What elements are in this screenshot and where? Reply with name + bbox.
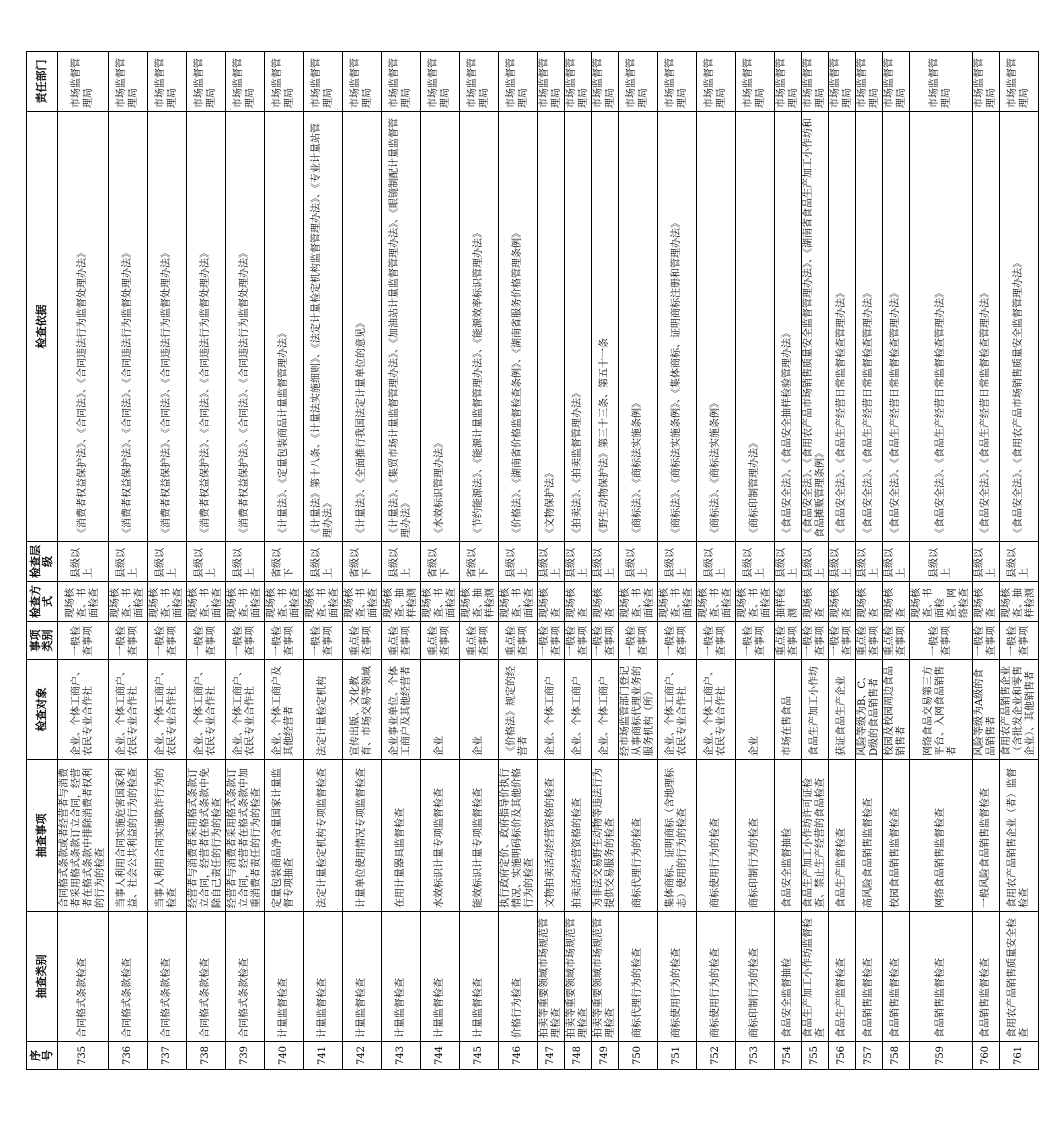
cell-method: 现场核查、书面检查 <box>226 582 265 622</box>
cell-method: 现场核查 <box>883 582 910 622</box>
cell-level: 县级以上 <box>187 542 226 582</box>
cell-dept: 市场监督管理局 <box>658 52 697 112</box>
cell-item: 经营者与消费者采用格式条款订立合同，经营者在格式条款中加重消费者责任的行为的检查 <box>226 760 265 912</box>
cell-type: 重点检查事项 <box>460 622 499 660</box>
cell-object: 企业 <box>736 660 775 760</box>
cell-dept: 市场监督管理局 <box>697 52 736 112</box>
cell-dept: 市场监督管理局 <box>829 52 856 112</box>
cell-category: 计量监督检查 <box>382 912 421 1042</box>
header-type: 事项类别 <box>27 622 58 660</box>
cell-type: 一般检查事项 <box>802 622 829 660</box>
cell-item: 拍卖活动经营资格的检查 <box>565 760 592 912</box>
table-row <box>973 52 1000 1070</box>
cell-level: 县级以上 <box>883 542 910 582</box>
cell-level: 县级以上 <box>109 542 148 582</box>
cell-category: 商标代理行为的检查 <box>619 912 658 1042</box>
cell-level: 县级以上 <box>148 542 187 582</box>
cell-category: 合同格式条款检查 <box>187 912 226 1042</box>
cell-category: 食品安全监督抽检 <box>775 912 802 1042</box>
cell-method: 现场核查、书面检查 <box>304 582 343 622</box>
cell-seq: 735 <box>58 1042 109 1070</box>
cell-object: 企业、个体工商户、农民专业合作社 <box>658 660 697 760</box>
cell-type: 一般检查事项 <box>226 622 265 660</box>
cell-level: 县级以上 <box>382 542 421 582</box>
cell-seq: 750 <box>619 1042 658 1070</box>
table-row <box>382 52 421 1070</box>
cell-dept: 市场监督管理局 <box>910 52 973 112</box>
cell-dept: 市场监督管理局 <box>382 52 421 112</box>
cell-method: 现场核查、书面检查 <box>619 582 658 622</box>
cell-method: 现场核查、书面检查 <box>499 582 538 622</box>
cell-seq: 746 <box>499 1042 538 1070</box>
cell-object: 企业、个体工商户 <box>538 660 565 760</box>
cell-item: 集体商标、证明商标（含地理标志）使用的行为的检查 <box>658 760 697 912</box>
cell-dept: 市场监督管理局 <box>565 52 592 112</box>
cell-level: 县级以上 <box>565 542 592 582</box>
cell-type: 一般检查事项 <box>109 622 148 660</box>
cell-item: 计量单位使用情况专项监督检查 <box>343 760 382 912</box>
cell-dept: 市场监督管理局 <box>460 52 499 112</box>
cell-type: 重点检查事项 <box>499 622 538 660</box>
cell-seq: 740 <box>265 1042 304 1070</box>
cell-dept: 市场监督管理局 <box>736 52 775 112</box>
cell-type: 重点检查事项 <box>382 622 421 660</box>
cell-item: 当事人利用合同实施危害国家利益、社会公共利益的行为的检查 <box>109 760 148 912</box>
cell-seq: 761 <box>1000 1042 1039 1070</box>
cell-method: 现场核查、书面检查 <box>421 582 460 622</box>
cell-level: 县级以上 <box>775 542 802 582</box>
cell-category: 合同格式条款检查 <box>58 912 109 1042</box>
cell-category: 商标印制行为的检查 <box>736 912 775 1042</box>
cell-object: 市场在售食品 <box>775 660 802 760</box>
cell-object: 食品生产加工小作坊 <box>802 660 829 760</box>
cell-item: 食用农产品销售企业（者）监督检查 <box>1000 760 1039 912</box>
cell-category: 食品销售监督检查 <box>910 912 973 1042</box>
cell-seq: 739 <box>226 1042 265 1070</box>
cell-basis: 《计量法》、《集贸市场计量监督管理办法》、《加油站计量监督管理办法》、《眼镜制配计量监督管理办法》 <box>382 112 421 542</box>
cell-basis: 《食品安全法》、《食品生产经营日常监督检查管理办法》 <box>883 112 910 542</box>
cell-category: 商标使用行为的检查 <box>697 912 736 1042</box>
cell-level: 县级以上 <box>592 542 619 582</box>
cell-method: 现场核查、抽样检测 <box>1000 582 1039 622</box>
cell-item: 食品生产加工小作坊许可证检查、禁止生产经营的食品检查 <box>802 760 829 912</box>
cell-category: 价格行为检查 <box>499 912 538 1042</box>
table-row <box>460 52 499 1070</box>
cell-basis: 《计量法》、《定量包装商品计量监督管理办法》 <box>265 112 304 542</box>
cell-category: 拍卖等重要领域市场规范管理检查 <box>565 912 592 1042</box>
cell-method: 现场核查、书面检查 <box>265 582 304 622</box>
cell-level: 县级以上 <box>910 542 973 582</box>
table-row <box>658 52 697 1070</box>
cell-dept: 市场监督管理局 <box>592 52 619 112</box>
cell-basis: 《商标法》、《商标法实施条例》 <box>697 112 736 542</box>
cell-seq: 755 <box>802 1042 829 1070</box>
cell-seq: 757 <box>856 1042 883 1070</box>
cell-item: 水效标识计量专项监督检查 <box>421 760 460 912</box>
header-object: 检查对象 <box>27 660 58 760</box>
cell-basis: 《水效标识管理办法》 <box>421 112 460 542</box>
cell-seq: 748 <box>565 1042 592 1070</box>
cell-type: 一般检查事项 <box>58 622 109 660</box>
cell-category: 食品销售监督检查 <box>883 912 910 1042</box>
table-row <box>304 52 343 1070</box>
cell-type: 重点检查事项 <box>421 622 460 660</box>
cell-dept: 市场监督管理局 <box>619 52 658 112</box>
header-seq: 序号 <box>27 1042 58 1070</box>
cell-method: 现场核查、书面检查 <box>187 582 226 622</box>
table-row <box>736 52 775 1070</box>
cell-method: 现场核查、书面检查 <box>697 582 736 622</box>
cell-object: 网络食品交易第三方平台、入网食品销售者 <box>910 660 973 760</box>
cell-basis: 《食品安全法》、《食品安全抽样检验管理办法》 <box>775 112 802 542</box>
cell-seq: 741 <box>304 1042 343 1070</box>
cell-seq: 753 <box>736 1042 775 1070</box>
cell-item: 能效标识计量专项监督检查 <box>460 760 499 912</box>
cell-object: 企业、个体工商户、农民专业合作社 <box>148 660 187 760</box>
header-level: 检查层级 <box>27 542 58 582</box>
table-row <box>1000 52 1039 1070</box>
cell-type: 一般检查事项 <box>538 622 565 660</box>
cell-seq: 737 <box>148 1042 187 1070</box>
cell-object: 企业、个体工商户 <box>565 660 592 760</box>
cell-item: 商标代理行为的检查 <box>619 760 658 912</box>
cell-level: 县级以上 <box>697 542 736 582</box>
cell-basis: 《消费者权益保护法》、《合同法》、《合同违法行为监督处理办法》 <box>148 112 187 542</box>
cell-type: 一般检查事项 <box>265 622 304 660</box>
cell-method: 现场核查、书面检查 <box>109 582 148 622</box>
cell-item: 定量包装商品净含量国家计量监督专项抽查 <box>265 760 304 912</box>
table-row <box>829 52 856 1070</box>
cell-method: 现场核查 <box>592 582 619 622</box>
cell-object: 企业、个体工商户、农民专业合作社 <box>226 660 265 760</box>
cell-object: 风险等级为A级的食品销售者 <box>973 660 1000 760</box>
cell-type: 一般检查事项 <box>910 622 973 660</box>
cell-category: 计量监督检查 <box>421 912 460 1042</box>
table-row <box>910 52 973 1070</box>
cell-level: 县级以上 <box>499 542 538 582</box>
cell-basis: 《消费者权益保护法》、《合同法》、《合同违法行为监督处理办法》 <box>187 112 226 542</box>
cell-object: 企业、个体工商户、农民专业合作社 <box>187 660 226 760</box>
cell-dept: 市场监督管理局 <box>499 52 538 112</box>
cell-dept: 市场监督管理局 <box>58 52 109 112</box>
cell-basis: 《商标法》、《商标法实施条例》 <box>619 112 658 542</box>
cell-object: 宣传出版、文化教育、市场交易等领域 <box>343 660 382 760</box>
cell-object: 企业、个体工商户、农民专业合作社 <box>58 660 109 760</box>
cell-item: 商标印制行为的检查 <box>736 760 775 912</box>
cell-method: 现场核查 <box>565 582 592 622</box>
cell-basis: 《节约能源法》、《能源计量监督管理办法》、《能源效率标识管理办法》 <box>460 112 499 542</box>
cell-seq: 758 <box>883 1042 910 1070</box>
cell-dept: 市场监督管理局 <box>973 52 1000 112</box>
cell-level: 县级以上 <box>538 542 565 582</box>
cell-basis: 《计量法》、《全面推行我国法定计量单位的意见》 <box>343 112 382 542</box>
cell-level: 省级以下 <box>460 542 499 582</box>
cell-seq: 756 <box>829 1042 856 1070</box>
cell-type: 一般检查事项 <box>619 622 658 660</box>
cell-basis: 《食品安全法》、《食品生产经营日常监督检查管理办法》 <box>910 112 973 542</box>
cell-basis: 《商标印制管理办法》 <box>736 112 775 542</box>
cell-category: 食品生产监督检查 <box>829 912 856 1042</box>
cell-dept: 市场监督管理局 <box>802 52 829 112</box>
cell-basis: 《计量法》第十八条、《计量法实施细则》、《法定计量检定机构监督管理办法》、《专业计量站管理办法》 <box>304 112 343 542</box>
cell-category: 计量监督检查 <box>304 912 343 1042</box>
cell-seq: 742 <box>343 1042 382 1070</box>
cell-level: 县级以上 <box>802 542 829 582</box>
cell-item: 执行政府定价、政府指导价执行情况、实施明码标价及其他价格行为的检查 <box>499 760 538 912</box>
cell-item: 网络食品销售监督检查 <box>910 760 973 912</box>
cell-object: 《价格法》规定的经营者 <box>499 660 538 760</box>
cell-level: 县级以上 <box>304 542 343 582</box>
cell-level: 县级以上 <box>226 542 265 582</box>
cell-method: 现场核查 <box>829 582 856 622</box>
cell-category: 商标使用行为的检查 <box>658 912 697 1042</box>
cell-seq: 749 <box>592 1042 619 1070</box>
cell-dept: 市场监督管理局 <box>265 52 304 112</box>
cell-level: 省级以下 <box>265 542 304 582</box>
cell-type: 一般检查事项 <box>304 622 343 660</box>
cell-category: 计量监督检查 <box>460 912 499 1042</box>
cell-item: 商标使用行为的检查 <box>697 760 736 912</box>
cell-method: 现场核查 <box>538 582 565 622</box>
cell-basis: 《价格法》、《湖南省价格监督检查条例》、《湖南省服务价格管理条例》 <box>499 112 538 542</box>
cell-method: 现场核查 <box>802 582 829 622</box>
cell-method: 现场核查、抽样检测 <box>382 582 421 622</box>
cell-object: 企业、个体工商户及其他经营者 <box>265 660 304 760</box>
header-basis: 检查依据 <box>27 112 58 542</box>
cell-type: 重点检查事项 <box>343 622 382 660</box>
cell-object: 风险等级为B、C、D级的食品销售者 <box>856 660 883 760</box>
cell-seq: 752 <box>697 1042 736 1070</box>
table-row <box>775 52 802 1070</box>
cell-type: 重点检查事项 <box>856 622 883 660</box>
inspection-table <box>26 51 1039 1070</box>
cell-category: 拍卖等重要领域市场规范管理检查 <box>592 912 619 1042</box>
cell-dept: 市场监督管理局 <box>538 52 565 112</box>
cell-category: 食品生产加工小作坊监督检查 <box>802 912 829 1042</box>
cell-object: 企业、个体工商户 <box>592 660 619 760</box>
cell-item: 合同格式条款或者经营者与消费者采用格式条款订立合同，经营者在格式条款中排除消费者权利的行为的检查 <box>58 760 109 912</box>
cell-level: 县级以上 <box>856 542 883 582</box>
cell-level: 县级以上 <box>658 542 697 582</box>
cell-dept: 市场监督管理局 <box>1000 52 1039 112</box>
cell-item: 食品安全监督抽检 <box>775 760 802 912</box>
cell-item: 校园食品销售监督检查 <box>883 760 910 912</box>
cell-method: 现场核查、书面检查 <box>658 582 697 622</box>
cell-seq: 759 <box>910 1042 973 1070</box>
cell-basis: 《食品安全法》、《食用农产品市场销售质量安全监督管理办法》 <box>1000 112 1039 542</box>
cell-object: 企业、个体工商户、农民专业合作社 <box>697 660 736 760</box>
cell-basis: 《商标法》、《商标法实施条例》、《集体商标、证明商标注册和管理办法》 <box>658 112 697 542</box>
cell-type: 一般检查事项 <box>973 622 1000 660</box>
cell-category: 计量监督检查 <box>265 912 304 1042</box>
cell-object: 校园及校园周边食品销售者 <box>883 660 910 760</box>
cell-dept: 市场监督管理局 <box>421 52 460 112</box>
cell-level: 县级以上 <box>973 542 1000 582</box>
cell-item: 经营者与消费者采用格式条款订立合同，经营者在格式条款中免除自己责任的行为的检查 <box>187 760 226 912</box>
cell-method: 现场核查、书面检查 <box>736 582 775 622</box>
cell-seq: 743 <box>382 1042 421 1070</box>
cell-object: 企业事业单位、个体工商户及其他经营者 <box>382 660 421 760</box>
cell-type: 一般检查事项 <box>148 622 187 660</box>
cell-basis: 《食品安全法》、《食用农产品市场销售质量安全监督管理办法》、《湖南省食品生产加工小作坊和食品摊贩管理条例》 <box>802 112 829 542</box>
cell-method: 现场核查、抽样检测 <box>460 582 499 622</box>
cell-dept: 市场监督管理局 <box>148 52 187 112</box>
header-dept: 责任部门 <box>27 52 58 112</box>
cell-item: 为非法交易野生动物等违法行为提供交易服务的检查 <box>592 760 619 912</box>
cell-type: 一般检查事项 <box>592 622 619 660</box>
table-row <box>148 52 187 1070</box>
cell-method: 抽样检测 <box>775 582 802 622</box>
cell-type: 一般检查事项 <box>697 622 736 660</box>
table-header-row <box>27 52 58 1070</box>
cell-dept: 市场监督管理局 <box>883 52 910 112</box>
table-row <box>187 52 226 1070</box>
cell-seq: 744 <box>421 1042 460 1070</box>
cell-type: 重点检查事项 <box>775 622 802 660</box>
cell-basis: 《拍卖法》、《拍卖监督管理办法》 <box>565 112 592 542</box>
cell-basis: 《野生动物保护法》第三十三条、第五十一条 <box>592 112 619 542</box>
cell-type: 一般检查事项 <box>187 622 226 660</box>
table-row <box>592 52 619 1070</box>
cell-type: 一般检查事项 <box>736 622 775 660</box>
cell-category: 拍卖等重要领域市场规范管理检查 <box>538 912 565 1042</box>
cell-seq: 738 <box>187 1042 226 1070</box>
cell-level: 县级以上 <box>1000 542 1039 582</box>
cell-seq: 760 <box>973 1042 1000 1070</box>
cell-level: 县级以上 <box>58 542 109 582</box>
table-row <box>856 52 883 1070</box>
cell-type: 一般检查事项 <box>1000 622 1039 660</box>
cell-item: 高风险食品销售监督检查 <box>856 760 883 912</box>
table-row <box>802 52 829 1070</box>
table-row <box>565 52 592 1070</box>
table-row <box>883 52 910 1070</box>
cell-level: 县级以上 <box>736 542 775 582</box>
table-row <box>58 52 109 1070</box>
cell-item: 文物拍卖活动经营资格的检查 <box>538 760 565 912</box>
cell-level: 省级以下 <box>421 542 460 582</box>
cell-object: 法定计量检定机构 <box>304 660 343 760</box>
cell-level: 县级以上 <box>829 542 856 582</box>
cell-category: 食品销售监督检查 <box>973 912 1000 1042</box>
cell-method: 现场核查、书面检查 <box>148 582 187 622</box>
cell-dept: 市场监督管理局 <box>109 52 148 112</box>
cell-method: 现场核查 <box>856 582 883 622</box>
cell-method: 现场核查、书面检查、网络检查 <box>910 582 973 622</box>
header-item: 抽查事项 <box>27 760 58 912</box>
cell-seq: 754 <box>775 1042 802 1070</box>
cell-basis: 《消费者权益保护法》、《合同法》、《合同违法行为监督处理办法》 <box>109 112 148 542</box>
cell-item: 食品生产监督检查 <box>829 760 856 912</box>
cell-category: 合同格式条款检查 <box>109 912 148 1042</box>
cell-method: 现场核查、书面检查 <box>58 582 109 622</box>
cell-type: 一般检查事项 <box>658 622 697 660</box>
cell-dept: 市场监督管理局 <box>775 52 802 112</box>
cell-basis: 《消费者权益保护法》、《合同法》、《合同违法行为监督处理办法》 <box>226 112 265 542</box>
cell-basis: 《消费者权益保护法》、《合同法》、《合同违法行为监督处理办法》 <box>58 112 109 542</box>
cell-item: 在用计量器具监督检查 <box>382 760 421 912</box>
table-row <box>109 52 148 1070</box>
cell-type: 一般检查事项 <box>565 622 592 660</box>
cell-type: 一般检查事项 <box>829 622 856 660</box>
cell-seq: 745 <box>460 1042 499 1070</box>
cell-method: 现场核查、书面检查 <box>343 582 382 622</box>
header-category: 抽查类别 <box>27 912 58 1042</box>
table-row <box>421 52 460 1070</box>
table-row <box>265 52 304 1070</box>
cell-method: 现场核查 <box>973 582 1000 622</box>
cell-basis: 《食品安全法》、《食品生产经营日常监督检查管理办法》 <box>973 112 1000 542</box>
cell-basis: 《食品安全法》、《食品生产经营日常监督检查管理办法》 <box>829 112 856 542</box>
cell-category: 食用农产品销售质量安全检查 <box>1000 912 1039 1042</box>
cell-item: 法定计量检定机构专项监督检查 <box>304 760 343 912</box>
cell-seq: 736 <box>109 1042 148 1070</box>
cell-category: 计量监督检查 <box>343 912 382 1042</box>
cell-dept: 市场监督管理局 <box>187 52 226 112</box>
table-row <box>343 52 382 1070</box>
cell-dept: 市场监督管理局 <box>226 52 265 112</box>
cell-object: 获证食品生产企业 <box>829 660 856 760</box>
cell-basis: 《食品安全法》、《食品生产经营日常监督检查管理办法》 <box>856 112 883 542</box>
table-row <box>619 52 658 1070</box>
cell-object: 食用农产品销售企业（含批发企业和零售企业）、其他销售者 <box>1000 660 1039 760</box>
cell-object: 经市场监管部门登记从事商标代理业务的服务机构（所） <box>619 660 658 760</box>
table-row <box>538 52 565 1070</box>
cell-seq: 747 <box>538 1042 565 1070</box>
table-row <box>499 52 538 1070</box>
table-row <box>697 52 736 1070</box>
cell-level: 省级以下 <box>343 542 382 582</box>
cell-dept: 市场监督管理局 <box>304 52 343 112</box>
cell-basis: 《文物保护法》 <box>538 112 565 542</box>
cell-category: 食品销售监督检查 <box>856 912 883 1042</box>
cell-type: 重点检查事项 <box>883 622 910 660</box>
cell-dept: 市场监督管理局 <box>856 52 883 112</box>
cell-object: 企业 <box>460 660 499 760</box>
cell-dept: 市场监督管理局 <box>343 52 382 112</box>
cell-item: 当事人利用合同实施欺诈行为的检查 <box>148 760 187 912</box>
table-row <box>226 52 265 1070</box>
cell-item: 一般风险食品销售监督检查 <box>973 760 1000 912</box>
cell-seq: 751 <box>658 1042 697 1070</box>
cell-category: 合同格式条款检查 <box>148 912 187 1042</box>
header-method: 检查方式 <box>27 582 58 622</box>
cell-object: 企业、个体工商户、农民专业合作社 <box>109 660 148 760</box>
cell-object: 企业 <box>421 660 460 760</box>
cell-category: 合同格式条款检查 <box>226 912 265 1042</box>
cell-level: 县级以上 <box>619 542 658 582</box>
